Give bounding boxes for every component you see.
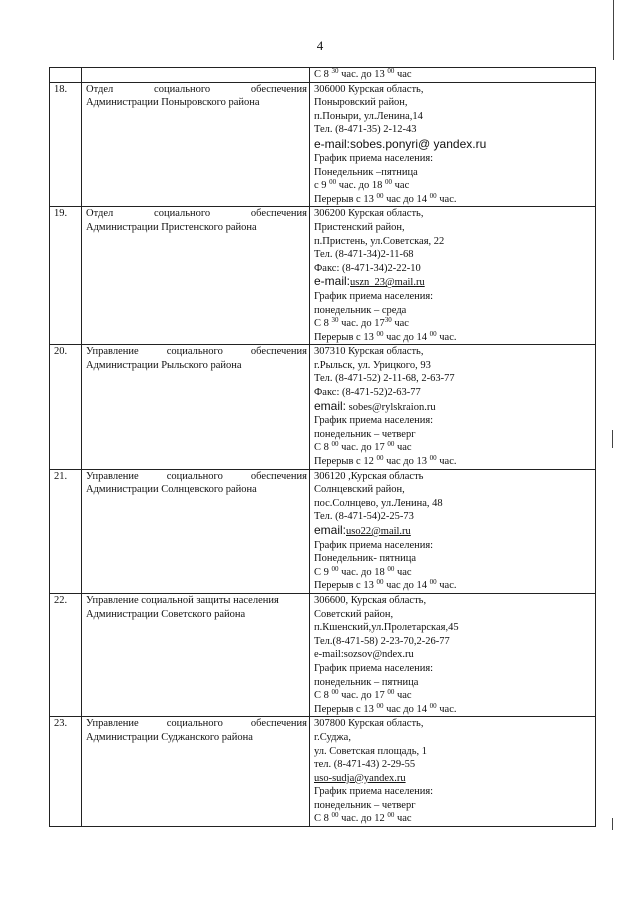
phone-line: тел. (8-471-43) 2-29-55	[314, 759, 416, 771]
table-row	[50, 469, 596, 593]
email-link[interactable]: uso-sudja@yandex.ru	[314, 772, 406, 784]
contact-info	[310, 82, 596, 207]
schedule-title: График приема населения:	[314, 415, 434, 427]
address-line: Солнцевский район,	[314, 484, 405, 496]
address-line: г.Суджа,	[314, 731, 351, 743]
phone-line: Тел. (8-471-34)2-11-68	[314, 249, 414, 261]
email-link[interactable]: uszn_23@mail.ru	[350, 277, 425, 289]
table-row	[50, 207, 596, 345]
schedule-hours: с 9 $^{00}$ час. до 18 $^{00}$ час	[314, 178, 410, 192]
contact-info	[310, 717, 596, 827]
directory-table	[49, 67, 596, 827]
row-number: 23.	[50, 717, 82, 827]
schedule-hours: С 8 $^{30}$ час. до $17^{30}$ час	[314, 316, 409, 330]
row-number: 20.	[50, 345, 82, 469]
schedule-hours: С 8 $^{00}$ час. до 12 $^{00}$ час	[314, 811, 412, 825]
fax-line: Факс: (8-471-34)2-22-10	[314, 262, 421, 274]
organization-name: Управление социального обеспечения Администрации Суджанского района	[82, 717, 310, 827]
row-number: 18.	[50, 82, 82, 207]
table-row-continuation	[50, 68, 596, 83]
address-line: 306120 ,Курская область	[314, 470, 424, 482]
address-line: 306000 Курская область,	[314, 83, 424, 95]
fax-line: Факс: (8-471-52)2-63-77	[314, 387, 421, 399]
email-link[interactable]: uso22@mail.ru	[346, 526, 411, 537]
address-line: п.Пристень, ул.Советская, 22	[314, 235, 445, 247]
organization-name: Отдел социального обеспечения Администрации Поныровского района	[82, 82, 310, 207]
email-line: email: sobes@rylskraion.ru	[314, 398, 436, 413]
address-line: ул. Советская площадь, 1	[314, 745, 428, 757]
schedule-break: Перерыв с 13 $^{00}$ час до 14 $^{00}$ час.	[314, 578, 457, 592]
table-row	[50, 593, 596, 716]
schedule-days: Понедельник- пятница	[314, 553, 417, 565]
email-line: email:uso22@mail.ru	[314, 523, 411, 537]
scan-edge-mark	[612, 430, 613, 448]
address-line: Пристенский район,	[314, 221, 405, 233]
page-number: 4	[316, 38, 324, 53]
phone-line: Тел. (8-471-54)2-25-73	[314, 511, 414, 523]
schedule-title: График приема населения:	[314, 786, 434, 798]
email-line: e-mail:uszn_23@mail.ru	[314, 274, 425, 289]
schedule-break: Перерыв с 13 $^{00}$ час до 14 $^{00}$ час.	[314, 191, 457, 205]
organization-name: Отдел социального обеспечения Администрации Пристенского района	[82, 207, 310, 345]
schedule-days: понедельник – среда	[314, 304, 407, 316]
schedule-hours: С 8 $^{00}$ час. до 17 $^{00}$ час	[314, 688, 412, 702]
scan-edge-mark	[613, 0, 614, 60]
email-line: e-mail:sozsov@ndex.ru	[314, 649, 414, 661]
phone-line: Тел. (8-471-52) 2-11-68, 2-63-77	[314, 373, 455, 385]
address-line: 307800 Курская область,	[314, 718, 424, 730]
schedule-days: понедельник – четверг	[314, 428, 416, 440]
contact-info	[310, 593, 596, 716]
schedule-days: Понедельник –пятница	[314, 166, 418, 178]
schedule-hours: С 9 $^{00}$ час. до 18 $^{00}$ час	[314, 564, 412, 578]
cell-address	[310, 68, 596, 83]
address-line: пос.Солнцево, ул.Ленина, 48	[314, 497, 443, 509]
row-number: 19.	[50, 207, 82, 345]
schedule-hours: С 8 $^{00}$ час. до 17 $^{00}$ час	[314, 440, 412, 454]
contact-info	[310, 207, 596, 345]
address-line: Советский район,	[314, 608, 394, 620]
row-number: 22.	[50, 593, 82, 716]
schedule-break: Перерыв с 13 $^{00}$ час до 14 $^{00}$ час.	[314, 701, 457, 715]
schedule-title: График приема населения:	[314, 152, 434, 164]
contact-info	[310, 345, 596, 469]
phone-line: Тел. (8-471-35) 2-12-43	[314, 124, 417, 136]
organization-name: Управление социального обеспечения Администрации Рыльского района	[82, 345, 310, 469]
schedule-title: График приема населения:	[314, 290, 434, 302]
address-line: 307310 Курская область,	[314, 346, 424, 358]
address-line: 306600, Курская область,	[314, 594, 427, 606]
table-row	[50, 345, 596, 469]
email-line: e-mail:sobes.ponyri@ yandex.ru	[314, 136, 487, 151]
schedule-break: Перерыв с 12 $^{00}$ час до 13 $^{00}$ час.	[314, 454, 457, 468]
contact-info	[310, 469, 596, 593]
organization-name: Управление социального обеспечения Администрации Солнцевского района	[82, 469, 310, 593]
organization-name: Управление социальной защиты населения Администрации Советского района	[82, 593, 310, 716]
schedule-days: понедельник – пятница	[314, 676, 419, 688]
address-line: 306200 Курская область,	[314, 208, 424, 220]
table-row	[50, 82, 596, 207]
row-number: 21.	[50, 469, 82, 593]
address-line: Поныровский район,	[314, 97, 408, 109]
address-line: п.Поныри, ул.Ленина,14	[314, 110, 423, 122]
address-line: п.Кшенский,ул.Пролетарская,45	[314, 622, 459, 634]
address-line: г.Рыльск, ул. Урицкого, 93	[314, 359, 431, 371]
scan-edge-mark	[612, 818, 613, 830]
schedule-title: График приема населения:	[314, 539, 434, 551]
schedule-hours: С 8 $^{30}$ час. до 13 $^{00}$ час	[314, 67, 412, 80]
schedule-break: Перерыв с 13 $^{00}$ час до 14 $^{00}$ час.	[314, 329, 457, 343]
schedule-days: понедельник – четверг	[314, 799, 416, 811]
schedule-title: График приема населения:	[314, 662, 434, 674]
cell-organization	[82, 68, 310, 83]
cell-number	[50, 68, 82, 83]
phone-line: Тел.(8-471-58) 2-23-70,2-26-77	[314, 635, 450, 647]
table-row	[50, 717, 596, 827]
